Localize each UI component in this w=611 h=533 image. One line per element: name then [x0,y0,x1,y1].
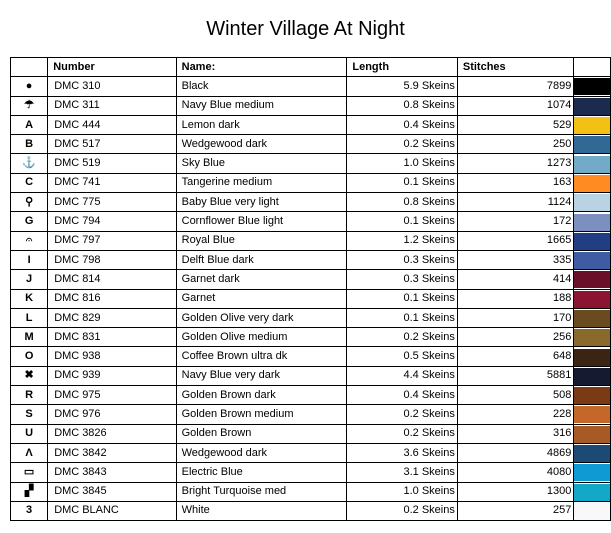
thread-code: 519 [82,157,101,170]
thread-number [48,77,176,96]
thread-code: 310 [82,79,101,92]
table-row [11,270,611,289]
thread-brand: DMC [54,465,80,478]
thread-code: 831 [82,330,101,343]
thread-brand: DMC [54,137,80,150]
thread-stitches: 335 [457,250,574,269]
thread-code: 797 [82,234,101,247]
thread-symbol: ▭ [11,463,48,482]
thread-code: 794 [82,215,101,228]
thread-brand: DMC [54,272,80,285]
thread-name: Navy Blue very dark [176,366,347,385]
number-column-header: Number [48,58,176,77]
thread-code: 3826 [82,427,107,440]
color-swatch-cell [574,77,611,96]
color-swatch-cell [574,173,611,192]
table-row [11,328,611,347]
thread-brand: DMC [54,79,80,92]
color-swatch [574,233,610,250]
thread-brand: DMC [54,99,80,112]
thread-brand: DMC [54,369,80,382]
thread-number [48,366,176,385]
thread-code: 938 [82,350,101,363]
color-swatch-cell [574,463,611,482]
color-swatch [574,445,610,462]
table-row [11,250,611,269]
thread-number [48,405,176,424]
color-swatch [574,426,610,443]
thread-stitches: 250 [457,135,574,154]
table-row [11,173,611,192]
thread-stitches: 1273 [457,154,574,173]
thread-stitches: 7899 [457,77,574,96]
thread-name: Tangerine medium [176,173,347,192]
thread-length: 1.0 Skeins [347,154,457,173]
color-swatch [574,310,610,327]
symbol-column-header [11,58,48,77]
color-swatch [574,406,610,423]
thread-stitches: 228 [457,405,574,424]
color-swatch-cell [574,366,611,385]
thread-brand: DMC [54,292,80,305]
thread-stitches: 188 [457,289,574,308]
page-title: Winter Village At Night [206,18,405,40]
table-row [11,424,611,443]
color-swatch-cell [574,115,611,134]
color-swatch-cell [574,501,611,520]
thread-name: Baby Blue very light [176,193,347,212]
thread-brand: DMC [54,485,80,498]
thread-brand: DMC [54,407,80,420]
thread-symbol: G [11,212,48,231]
thread-stitches: 4080 [457,463,574,482]
thread-stitches: 1665 [457,231,574,250]
thread-symbol: U [11,424,48,443]
color-swatch [574,78,610,95]
table-row [11,443,611,462]
thread-number [48,463,176,482]
thread-stitches: 414 [457,270,574,289]
thread-symbol: ⚓ [11,154,48,173]
thread-symbol: M [11,328,48,347]
color-swatch [574,329,610,346]
table-row [11,289,611,308]
thread-symbol: 𝄐 [11,231,48,250]
thread-stitches: 163 [457,173,574,192]
thread-length: 0.3 Skeins [347,250,457,269]
thread-name: Royal Blue [176,231,347,250]
thread-name: Wedgewood dark [176,135,347,154]
thread-length: 0.1 Skeins [347,308,457,327]
thread-number [48,501,176,520]
thread-name: Black [176,77,347,96]
color-swatch-cell [574,231,611,250]
thread-number [48,424,176,443]
thread-length: 0.1 Skeins [347,212,457,231]
thread-length: 0.3 Skeins [347,270,457,289]
thread-code: 975 [82,388,101,401]
thread-symbol: 3 [11,501,48,520]
color-column-header [574,58,611,77]
thread-length: 5.9 Skeins [347,77,457,96]
thread-code: 3843 [82,465,107,478]
thread-length: 0.4 Skeins [347,386,457,405]
thread-name: Cornflower Blue light [176,212,347,231]
color-swatch [574,98,610,115]
thread-number [48,386,176,405]
thread-code: 741 [82,176,101,189]
thread-name: Garnet dark [176,270,347,289]
thread-number [48,443,176,462]
thread-stitches: 256 [457,328,574,347]
thread-name: Lemon dark [176,115,347,134]
color-swatch-cell [574,193,611,212]
thread-name: Wedgewood dark [176,443,347,462]
thread-symbol: B [11,135,48,154]
thread-code: 829 [82,311,101,324]
thread-code: 517 [82,137,101,150]
thread-number [48,193,176,212]
thread-brand: DMC [54,195,80,208]
thread-symbol: R [11,386,48,405]
thread-symbol: ☂ [11,96,48,115]
thread-length: 0.8 Skeins [347,193,457,212]
thread-stitches: 1124 [457,193,574,212]
thread-name: Garnet [176,289,347,308]
thread-length: 3.6 Skeins [347,443,457,462]
color-swatch [574,271,610,288]
thread-name: Electric Blue [176,463,347,482]
thread-code: 816 [82,292,101,305]
thread-name: Sky Blue [176,154,347,173]
thread-number [48,347,176,366]
thread-stitches: 529 [457,115,574,134]
table-row [11,347,611,366]
color-swatch-cell [574,270,611,289]
thread-stitches: 257 [457,501,574,520]
thread-length: 0.2 Skeins [347,424,457,443]
color-swatch-cell [574,405,611,424]
thread-length: 0.2 Skeins [347,501,457,520]
thread-code: 976 [82,407,101,420]
color-swatch [574,291,610,308]
table-row [11,77,611,96]
thread-symbol: Λ [11,443,48,462]
table-row [11,231,611,250]
color-swatch [574,484,610,501]
thread-code: 775 [82,195,101,208]
thread-code: 3842 [82,446,107,459]
thread-number [48,250,176,269]
color-swatch-cell [574,424,611,443]
color-swatch [574,214,610,231]
thread-code: 444 [82,118,101,131]
thread-length: 0.2 Skeins [347,328,457,347]
thread-symbol: L [11,308,48,327]
thread-stitches: 5881 [457,366,574,385]
thread-length: 0.4 Skeins [347,115,457,134]
color-swatch [574,387,610,404]
thread-code: BLANC [82,504,119,517]
table-row [11,212,611,231]
thread-length: 0.2 Skeins [347,135,457,154]
table-row [11,96,611,115]
table-row [11,501,611,520]
thread-brand: DMC [54,176,80,189]
thread-code: 798 [82,253,101,266]
thread-number [48,154,176,173]
thread-code: 311 [82,99,100,112]
thread-brand: DMC [54,234,80,247]
thread-name: Navy Blue medium [176,96,347,115]
thread-length: 0.5 Skeins [347,347,457,366]
thread-symbol: ● [11,77,48,96]
thread-number [48,482,176,501]
table-row [11,154,611,173]
thread-number [48,212,176,231]
thread-brand: DMC [54,330,80,343]
thread-symbol: S [11,405,48,424]
thread-number [48,328,176,347]
table-row [11,115,611,134]
color-swatch [574,252,610,269]
color-swatch-cell [574,154,611,173]
color-swatch-cell [574,482,611,501]
thread-brand: DMC [54,427,80,440]
thread-brand: DMC [54,215,80,228]
thread-symbol: ⚲ [11,193,48,212]
thread-length: 4.4 Skeins [347,366,457,385]
thread-brand: DMC [54,157,80,170]
thread-stitches: 1074 [457,96,574,115]
thread-number [48,231,176,250]
thread-number [48,135,176,154]
color-swatch-cell [574,443,611,462]
thread-number [48,173,176,192]
thread-name: Delft Blue dark [176,250,347,269]
thread-brand: DMC [54,311,80,324]
thread-name: Golden Brown dark [176,386,347,405]
thread-length: 0.8 Skeins [347,96,457,115]
table-row [11,482,611,501]
thread-name: Golden Brown medium [176,405,347,424]
color-swatch-cell [574,135,611,154]
thread-stitches: 508 [457,386,574,405]
thread-symbol: C [11,173,48,192]
thread-stitches: 316 [457,424,574,443]
thread-stitches: 172 [457,212,574,231]
color-swatch-cell [574,250,611,269]
thread-length: 1.2 Skeins [347,231,457,250]
thread-brand: DMC [54,504,80,517]
thread-symbol: J [11,270,48,289]
thread-legend-table [10,57,611,521]
thread-name: Golden Olive very dark [176,308,347,327]
thread-length: 0.1 Skeins [347,289,457,308]
color-swatch [574,136,610,153]
thread-stitches: 170 [457,308,574,327]
color-swatch [574,175,610,192]
thread-code: 3845 [82,485,107,498]
color-swatch [574,156,610,173]
thread-length: 0.1 Skeins [347,173,457,192]
thread-stitches: 4869 [457,443,574,462]
thread-name: Bright Turquoise med [176,482,347,501]
thread-number [48,96,176,115]
name-column-header: Name: [176,58,347,77]
thread-number [48,115,176,134]
thread-brand: DMC [54,350,80,363]
thread-name: Golden Brown [176,424,347,443]
thread-symbol: I [11,250,48,269]
thread-number [48,270,176,289]
color-swatch-cell [574,96,611,115]
thread-symbol: A [11,115,48,134]
color-swatch [574,194,610,211]
color-swatch [574,464,610,481]
thread-brand: DMC [54,118,80,131]
color-swatch-cell [574,308,611,327]
thread-name: Coffee Brown ultra dk [176,347,347,366]
color-swatch [574,503,610,520]
stitches-column-header: Stitches [457,58,574,77]
table-row [11,193,611,212]
thread-number [48,289,176,308]
table-row [11,366,611,385]
table-header-row [11,58,611,77]
thread-symbol: ✖ [11,366,48,385]
thread-length: 1.0 Skeins [347,482,457,501]
table-row [11,405,611,424]
thread-name: White [176,501,347,520]
thread-code: 939 [82,369,101,382]
thread-name: Golden Olive medium [176,328,347,347]
color-swatch [574,368,610,385]
table-row [11,135,611,154]
color-swatch-cell [574,289,611,308]
thread-symbol: O [11,347,48,366]
table-row [11,308,611,327]
thread-length: 3.1 Skeins [347,463,457,482]
thread-stitches: 648 [457,347,574,366]
thread-symbol: K [11,289,48,308]
thread-stitches: 1300 [457,482,574,501]
table-row [11,463,611,482]
thread-symbol: ▞ [11,482,48,501]
thread-brand: DMC [54,253,80,266]
color-swatch-cell [574,328,611,347]
length-column-header: Length [347,58,457,77]
color-swatch-cell [574,212,611,231]
color-swatch [574,117,610,134]
color-swatch-cell [574,347,611,366]
thread-brand: DMC [54,388,80,401]
color-swatch [574,349,610,366]
thread-brand: DMC [54,446,80,459]
thread-code: 814 [82,272,101,285]
thread-number [48,308,176,327]
table-row [11,386,611,405]
color-swatch-cell [574,386,611,405]
thread-length: 0.2 Skeins [347,405,457,424]
